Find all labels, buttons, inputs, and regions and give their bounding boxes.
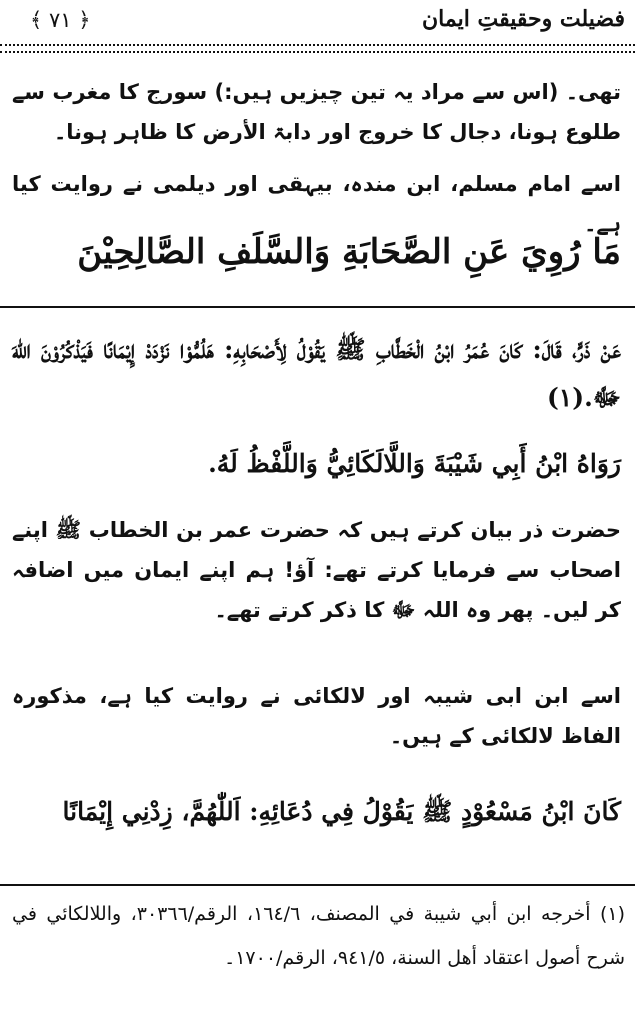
running-title: فضیلت وحقیقتِ ایمان bbox=[422, 6, 625, 32]
page-header bbox=[0, 0, 635, 44]
arabic-hadith-2: كَانَ ابْنُ مَسْعُوْدٍ ﷺ يَقُوْلُ فِي دُعَائِهِ: اَللّٰهُمَّ، زِدْنِي إِيْمَانًا bbox=[62, 797, 621, 826]
page-number: ﴿ ۷۱ ﴾ bbox=[30, 8, 91, 32]
urdu-translation: حضرت ذر بیان کرتے ہیں کہ حضرت عمر بن الخطاب ﷺ اپنے اصحاب سے فرمایا کرتے تھے: آؤ! ہم اپنے ایمان میں اضافہ کر لیں۔ پھر وہ اللہ ﷻ کا ذکر کرتے تھے۔ bbox=[12, 518, 621, 622]
footnote: (١) أخرجه ابن أبي شيبة في المصنف، ١٦٤/٦، الرقم/٣٠٣٦٦، واللالكائي في شرح أصول اعتقاد أهل السنة، ٩٤١/٥، الرقم/١٧٠٠۔ bbox=[12, 903, 625, 969]
paragraph-narrators: اسے امام مسلم، ابن مندہ، بیہقی اور دیلمی نے روایت کیا ہے۔ bbox=[12, 172, 621, 236]
section-underline bbox=[0, 306, 635, 308]
header-dotted-rule bbox=[0, 44, 635, 53]
footnote-rule bbox=[0, 884, 635, 886]
arabic-narration: رَوَاهُ ابْنُ أَبِي شَيْبَةَ وَاللَّالَكَائِيُّ وَاللَّفْظُ لَهُ. bbox=[208, 449, 621, 478]
section-title: مَا رُوِيَ عَنِ الصَّحَابَةِ وَالسَّلَفِ الصَّالِحِيْنَ bbox=[77, 232, 621, 272]
urdu-reference: اسے ابن ابی شیبہ اور لالکائی نے روایت کیا ہے، مذکورہ الفاظ لالکائی کے ہیں۔ bbox=[12, 684, 621, 748]
paragraph-signs: تھی۔ (اس سے مراد یہ تین چیزیں ہیں:) سورج کا مغرب سے طلوع ہونا، دجال کا خروج اور دابۃ الأرض کا ظاہر ہونا۔ bbox=[12, 80, 621, 144]
arabic-hadith: عَنْ ذَرٍّ، قَالَ: كَانَ عُمَرُ ابْنُ الْخَطَّابِ ﷺ يَقُوْلُ لِأَصْحَابِهِ: هَلُمُّوْا نَزْدَدْ إِيْمَانًا فَيَذْكُرُوْنَ اللهَ ﷻ.(١) bbox=[12, 335, 621, 412]
